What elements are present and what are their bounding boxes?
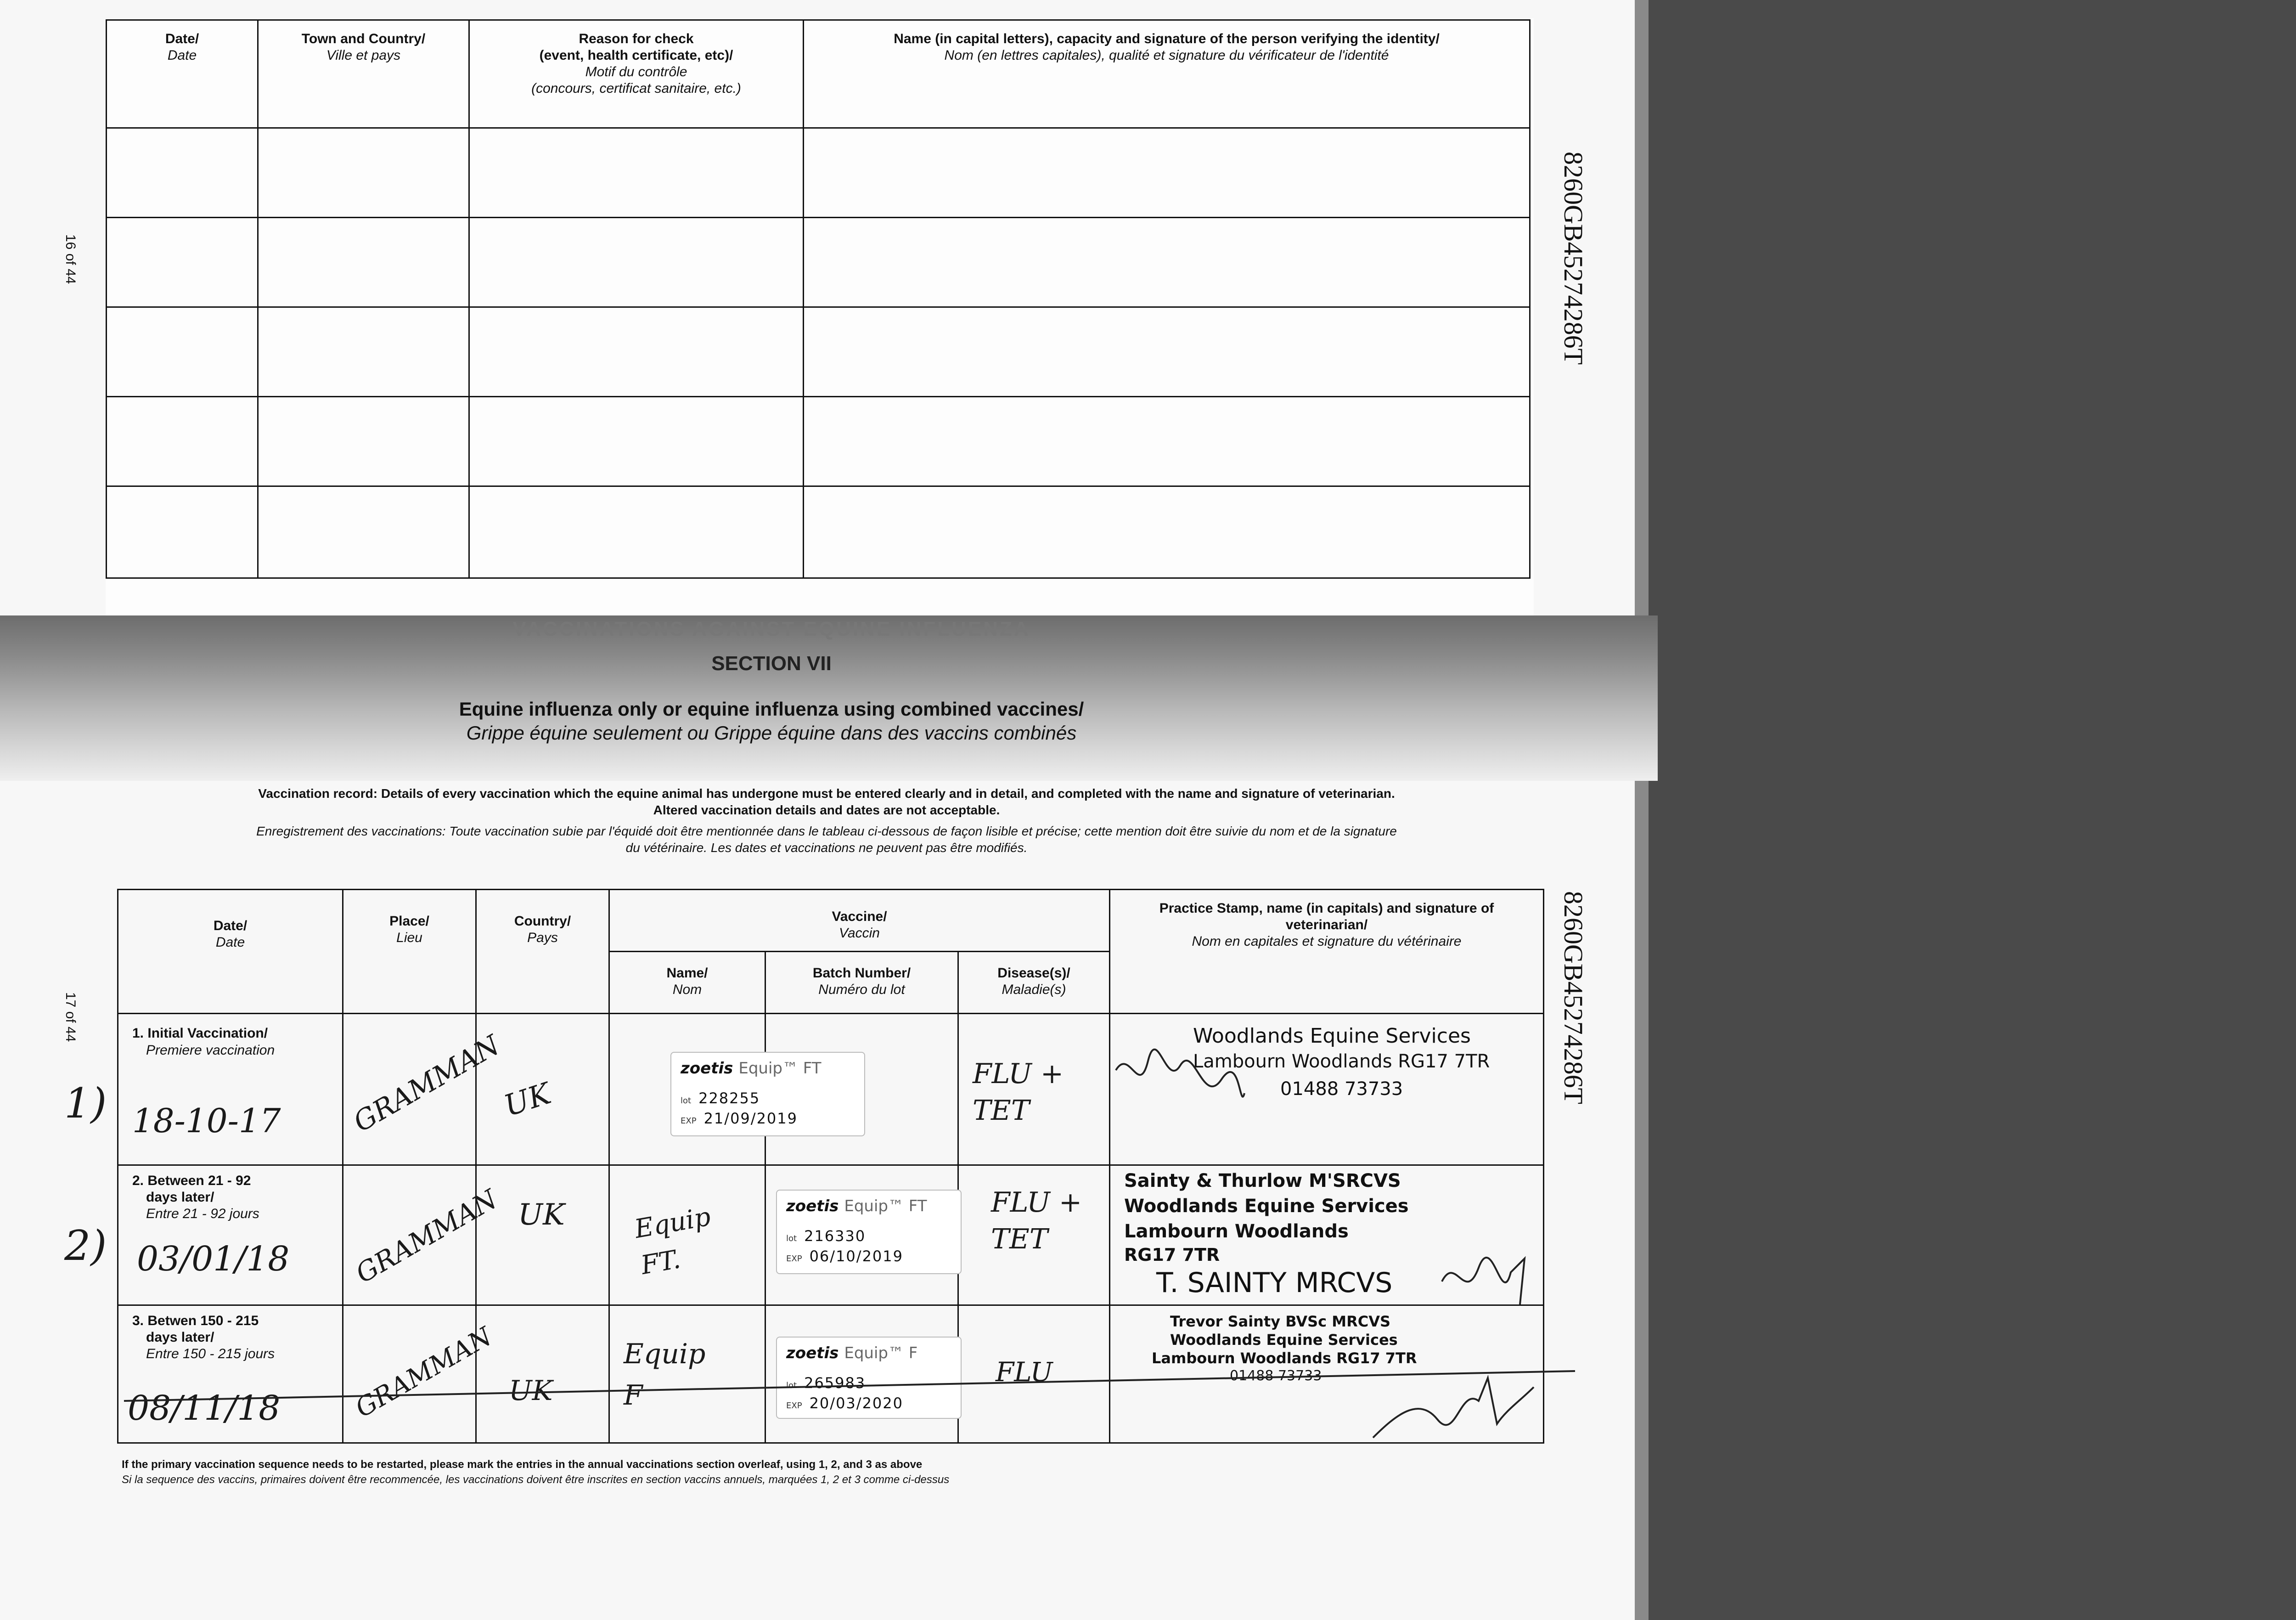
row2-disease-cell: [958, 1165, 1110, 1305]
practice-stamp-name: Woodlands Equine Services: [1193, 1024, 1471, 1048]
signature-row2: [1433, 1245, 1538, 1314]
page-number-16: 16 of 44: [63, 234, 78, 284]
practice-postcode: RG17 7TR: [1124, 1245, 1220, 1265]
col-date-header: Date/ Date: [118, 890, 343, 1014]
table-row: [107, 128, 1530, 218]
practice-name: Woodlands Equine Services: [1170, 1331, 1398, 1349]
dark-background-panel: [1649, 0, 2296, 1620]
row3-name: Equip F: [624, 1338, 706, 1411]
footer-note-en: If the primary vaccination sequence needs to be restarted, please mark the entries in the annual vaccinations section overleaf, using 1, 2, and 3 as above: [122, 1458, 923, 1471]
col-stamp-header: Practice Stamp, name (in capitals) and signature of veterinarian/ Nom en capitales et signature du vétérinaire: [1110, 890, 1544, 1014]
row1-disease: FLU + TET: [973, 1058, 1064, 1127]
col-verifier-header: Name (in capital letters), capacity and signature of the person verifying the identity/ Nom (en lettres capitales), qualité et signature du vérificateur de l'identité: [804, 20, 1530, 128]
col-name-header: Name/ Nom: [609, 952, 765, 1014]
vaccine-batch-label: zoetis Equip™ FT lot 228255 EXP 21/09/2019: [670, 1052, 865, 1136]
practice-phone: 01488 73733: [1230, 1368, 1322, 1384]
col-town-header: Town and Country/ Ville et pays: [258, 20, 469, 128]
row-label: 2. Between 21 - 92 days later/: [132, 1173, 251, 1205]
row1-country: UK: [500, 1077, 555, 1123]
row-label-fr: Premiere vaccination: [146, 1043, 275, 1058]
identity-check-table: [106, 19, 1531, 579]
row2-place-cell: [343, 1165, 503, 1305]
footer-note-fr: Si la sequence des vaccins, primaires doivent être recommencée, les vaccinations doivent être inscrites en section vaccins annuels, marquées 1, 2 et 3 comme ci-dessus: [122, 1473, 950, 1486]
strike-through-line: [115, 1369, 1584, 1410]
vaccine-batch-label: zoetis Equip™ FT lot 216330 EXP 06/10/2019: [776, 1190, 962, 1274]
row2-disease: FLU + TET: [991, 1186, 1082, 1255]
table-row: [107, 486, 1530, 578]
row1-place-cell: [343, 1014, 506, 1165]
row2-name-cell: [609, 1165, 765, 1305]
record-instructions-en: Vaccination record: Details of every vaccination which the equine animal has undergone must be entered clearly and in detail, and completed with the name and signature of veterinarian. Altered vaccination details and dates are not acceptable.: [258, 786, 1395, 817]
row-label: 1. Initial Vaccination/: [132, 1026, 268, 1041]
section-title-fr: Grippe équine seulement ou Grippe équine dans des vaccins combinés: [466, 722, 1077, 744]
row1-date-cell: [118, 1014, 343, 1165]
row3-date: 08/11/18: [128, 1389, 281, 1428]
row3-disease: FLU: [996, 1356, 1053, 1388]
row3-place: GRAMMAN: [350, 1321, 497, 1424]
col-date-header: Date/ Date: [107, 20, 258, 128]
col-reason-header: Reason for check (event, health certificate, etc)/ Motif du contrôle (concours, certificat sanitaire, etc.): [469, 20, 804, 128]
section-number: SECTION VII: [711, 652, 832, 675]
table-row: [107, 218, 1530, 307]
reference-number-top: 8260GB45274286T: [1559, 152, 1588, 365]
section-title-en: Equine influenza only or equine influenza using combined vaccines/: [459, 698, 1084, 720]
col-place-header: Place/ Lieu: [343, 890, 476, 1014]
practice-stamp-address: Lambourn Woodlands RG17 7TR: [1193, 1051, 1490, 1072]
vet-name: Trevor Sainty BVSc MRCVS: [1170, 1313, 1391, 1330]
row1-date: 18-10-17: [132, 1101, 281, 1140]
row2-place: GRAMMAN: [350, 1183, 503, 1289]
row1-disease-cell: [958, 1014, 1110, 1165]
table-row: [107, 307, 1530, 397]
row1-country-cell: [476, 1014, 609, 1165]
col-batch-header: Batch Number/ Numéro du lot: [765, 952, 958, 1014]
col-country-header: Country/ Pays: [476, 890, 609, 1014]
row2-date: 03/01/18: [137, 1239, 290, 1279]
row3-country: UK: [509, 1375, 553, 1407]
row-label: 3. Betwen 150 - 215 days later/: [132, 1313, 259, 1345]
row2-country-cell: [476, 1165, 609, 1305]
col-disease-header: Disease(s)/ Maladie(s): [958, 952, 1110, 1014]
reference-number-bottom: 8260GB45274286T: [1559, 891, 1588, 1104]
row2-marker: 2): [64, 1222, 107, 1270]
page-number-17: 17 of 44: [63, 992, 78, 1042]
signature-row1: [1111, 1043, 1249, 1125]
row2-name: Equip FT.: [632, 1202, 713, 1281]
practice-stamp-phone: 01488 73733: [1280, 1078, 1403, 1100]
row1-place: GRAMMAN: [348, 1029, 506, 1139]
col-vaccine-header: Vaccine/ Vaccin: [609, 890, 1110, 952]
table-row: [107, 397, 1530, 486]
vet-name-stamp: T. SAINTY MRCVS: [1156, 1267, 1393, 1299]
row2-date-cell: [118, 1165, 343, 1305]
record-instructions-fr: Enregistrement des vaccinations: Toute vaccination subie par l'équidé doit être mentionnée dans le tableau ci-dessous de façon lisible et précise; cette mention doit être suivie du nom et de la signature du vétérinaire. Les dates et vaccinations ne peuvent pas être modifiés.: [256, 824, 1397, 855]
vet-name: Sainty & Thurlow M'SRCVS: [1124, 1170, 1401, 1191]
row-label-fr: Entre 21 - 92 jours: [146, 1206, 259, 1221]
practice-name: Woodlands Equine Services: [1124, 1196, 1409, 1217]
row2-country: UK: [518, 1198, 565, 1232]
vaccine-batch-label: zoetis Equip™ F lot 265983 EXP 20/03/2020: [776, 1337, 962, 1419]
section-heading-faded: VACCINATIONS AGAINST EQUINE INFLUENZA: [512, 618, 1030, 640]
row-label-fr: Entre 150 - 215 jours: [146, 1346, 275, 1361]
row1-marker: 1): [64, 1079, 107, 1128]
practice-address: Lambourn Woodlands: [1124, 1221, 1349, 1242]
practice-address: Lambourn Woodlands RG17 7TR: [1152, 1349, 1417, 1367]
